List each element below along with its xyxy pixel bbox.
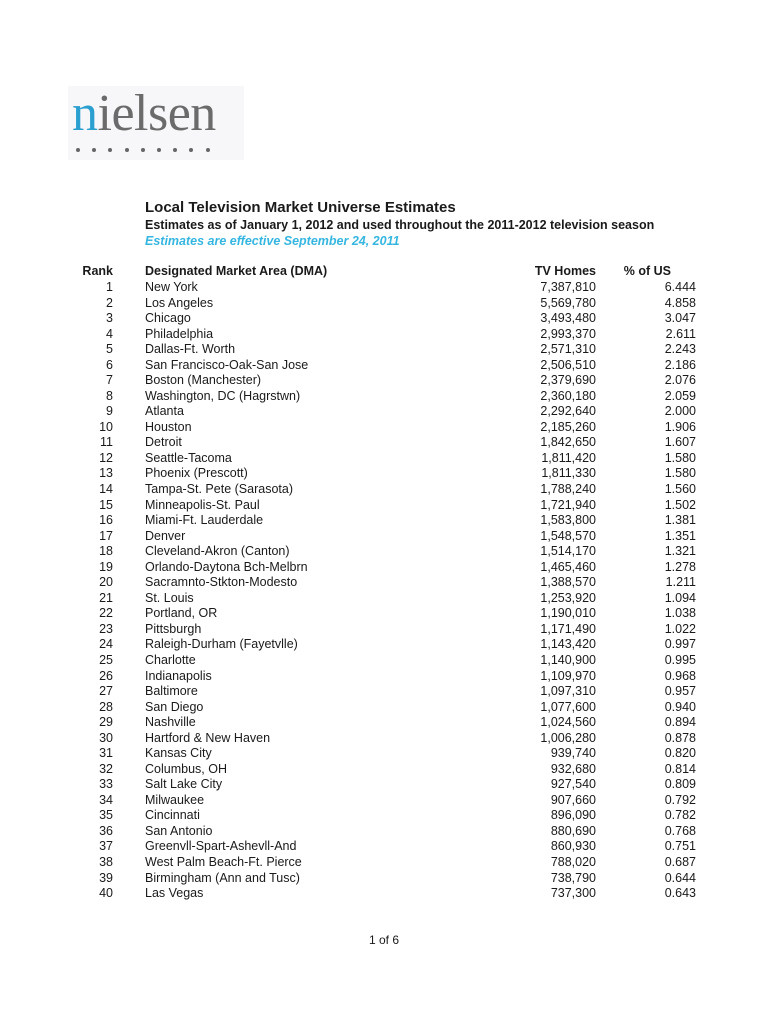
- table-row: [0, 839, 768, 854]
- rank-cell: 22: [99, 606, 113, 621]
- header-pct-us: % of US: [623, 264, 671, 278]
- rank-cell: 39: [99, 870, 113, 885]
- header-rank: Rank: [82, 264, 113, 278]
- pct-us-cell: 0.792: [664, 792, 696, 807]
- table-row: [0, 482, 768, 497]
- pct-us-cell: 1.502: [664, 497, 696, 512]
- tv-homes-cell: 788,020: [550, 854, 596, 869]
- tv-homes-cell: 2,379,690: [540, 373, 596, 388]
- rank-cell: 6: [106, 357, 113, 372]
- rank-cell: 21: [99, 590, 113, 605]
- dma-cell: Philadelphia: [145, 326, 214, 341]
- rank-cell: 18: [99, 544, 113, 559]
- table-row: [0, 808, 768, 823]
- table-row: [0, 435, 768, 450]
- dma-cell: Washington, DC (Hagrstwn): [145, 388, 301, 403]
- table-row: [0, 575, 768, 590]
- tv-homes-cell: 3,493,480: [540, 311, 596, 326]
- rank-cell: 34: [99, 792, 113, 807]
- tv-homes-cell: 860,930: [550, 839, 596, 854]
- table-row: [0, 824, 768, 839]
- rank-cell: 10: [99, 419, 113, 434]
- tv-homes-cell: 1,842,650: [540, 435, 596, 450]
- tv-homes-cell: 1,721,940: [540, 497, 596, 512]
- rank-cell: 19: [99, 559, 113, 574]
- effective-date-note: Estimates are effective September 24, 2011: [145, 234, 400, 248]
- tv-homes-cell: 1,811,420: [541, 450, 596, 465]
- tv-homes-cell: 2,292,640: [540, 404, 596, 419]
- pct-us-cell: 2.243: [664, 342, 696, 357]
- table-row: [0, 327, 768, 342]
- header-tv-homes: TV Homes: [534, 264, 596, 278]
- table-row: [0, 684, 768, 699]
- pct-us-cell: 2.611: [665, 326, 696, 341]
- logo-dots: [76, 148, 210, 152]
- table-row: [0, 715, 768, 730]
- table-row: [0, 777, 768, 792]
- tv-homes-cell: 1,171,490: [540, 621, 596, 636]
- table-row: [0, 560, 768, 575]
- table-row: [0, 855, 768, 870]
- pct-us-cell: 0.814: [664, 761, 696, 776]
- pct-us-cell: 0.643: [664, 886, 696, 901]
- tv-homes-cell: 1,465,460: [540, 559, 596, 574]
- tv-homes-cell: 1,006,280: [540, 730, 596, 745]
- tv-homes-cell: 2,506,510: [540, 357, 596, 372]
- pct-us-cell: 0.751: [664, 839, 696, 854]
- table-row: [0, 700, 768, 715]
- pct-us-cell: 0.894: [664, 715, 696, 730]
- pct-us-cell: 0.809: [664, 777, 696, 792]
- document-subtitle: Estimates as of January 1, 2012 and used throughout the 2011-2012 television season: [145, 218, 655, 232]
- rank-cell: 3: [106, 311, 113, 326]
- tv-homes-cell: 5,569,780: [540, 295, 596, 310]
- rank-cell: 16: [99, 513, 113, 528]
- tv-homes-cell: 1,077,600: [540, 699, 596, 714]
- logo-wordmark: nielsen: [72, 85, 216, 142]
- table-row: [0, 731, 768, 746]
- pct-us-cell: 0.782: [664, 808, 696, 823]
- rank-cell: 38: [99, 854, 113, 869]
- pct-us-cell: 0.820: [664, 746, 696, 761]
- rank-cell: 23: [99, 621, 113, 636]
- pct-us-cell: 0.878: [664, 730, 696, 745]
- table-row: [0, 622, 768, 637]
- tv-homes-cell: 1,143,420: [540, 637, 596, 652]
- dma-cell: Raleigh-Durham (Fayetvlle): [145, 637, 298, 652]
- tv-homes-cell: 1,514,170: [540, 544, 596, 559]
- pct-us-cell: 4.858: [664, 295, 696, 310]
- table-row: [0, 311, 768, 326]
- tv-homes-cell: 939,740: [550, 746, 596, 761]
- rank-cell: 12: [99, 450, 113, 465]
- table-row: [0, 451, 768, 466]
- pct-us-cell: 0.768: [664, 823, 696, 838]
- tv-homes-cell: 1,583,800: [540, 513, 596, 528]
- rank-cell: 24: [99, 637, 113, 652]
- nielsen-logo: [68, 86, 244, 160]
- rank-cell: 37: [99, 839, 113, 854]
- dma-cell: Dallas-Ft. Worth: [145, 342, 236, 357]
- rank-cell: 26: [99, 668, 113, 683]
- table-row: [0, 746, 768, 761]
- dma-cell: Sacramnto-Stkton-Modesto: [145, 575, 298, 590]
- rank-cell: 17: [99, 528, 113, 543]
- tv-homes-cell: 7,387,810: [540, 280, 596, 294]
- dma-cell: San Francisco-Oak-San Jose: [145, 357, 309, 372]
- dma-cell: Columbus, OH: [145, 761, 227, 776]
- table-row: [0, 498, 768, 513]
- pct-us-cell: 2.186: [664, 357, 696, 372]
- table-row: [0, 886, 768, 901]
- tv-homes-cell: 1,140,900: [540, 652, 596, 667]
- dma-cell: Denver: [145, 528, 186, 543]
- pct-us-cell: 1.211: [665, 575, 696, 590]
- rank-cell: 4: [106, 326, 113, 341]
- tv-homes-cell: 2,360,180: [540, 388, 596, 403]
- tv-homes-cell: 927,540: [550, 777, 596, 792]
- dma-cell: Indianapolis: [145, 668, 212, 683]
- tv-homes-cell: 1,024,560: [540, 715, 596, 730]
- dma-cell: Minneapolis-St. Paul: [145, 497, 260, 512]
- dma-cell: Portland, OR: [145, 606, 218, 621]
- table-row: [0, 637, 768, 652]
- rank-cell: 11: [100, 435, 113, 450]
- rank-cell: 20: [99, 575, 113, 590]
- table-row: [0, 762, 768, 777]
- rank-cell: 13: [99, 466, 113, 481]
- pct-us-cell: 1.351: [664, 528, 696, 543]
- dma-cell: San Diego: [145, 699, 204, 714]
- dma-cell: Milwaukee: [145, 792, 205, 807]
- dma-cell: Greenvll-Spart-Ashevll-And: [145, 839, 297, 854]
- dma-cell: Cleveland-Akron (Canton): [145, 544, 290, 559]
- dma-cell: St. Louis: [145, 590, 194, 605]
- pct-us-cell: 1.038: [664, 606, 696, 621]
- tv-homes-cell: 1,097,310: [540, 684, 596, 699]
- rank-cell: 29: [99, 715, 113, 730]
- table-row: [0, 871, 768, 886]
- rank-cell: 2: [106, 295, 113, 310]
- table-row: [0, 669, 768, 684]
- header-dma: Designated Market Area (DMA): [145, 264, 328, 278]
- table-row: [0, 373, 768, 388]
- pct-us-cell: 1.580: [664, 450, 696, 465]
- pct-us-cell: 1.580: [664, 466, 696, 481]
- pct-us-cell: 1.022: [664, 621, 696, 636]
- rank-cell: 15: [99, 497, 113, 512]
- rank-cell: 32: [99, 761, 113, 776]
- tv-homes-cell: 1,190,010: [540, 606, 596, 621]
- pct-us-cell: 0.997: [664, 637, 696, 652]
- rank-cell: 14: [99, 482, 113, 497]
- rank-cell: 35: [99, 808, 113, 823]
- dma-cell: Miami-Ft. Lauderdale: [145, 513, 264, 528]
- tv-homes-cell: 907,660: [550, 792, 596, 807]
- pct-us-cell: 1.321: [664, 544, 696, 559]
- rank-cell: 31: [99, 746, 113, 761]
- dma-cell: West Palm Beach-Ft. Pierce: [145, 854, 302, 869]
- dma-cell: Houston: [145, 419, 192, 434]
- pct-us-cell: 0.940: [664, 699, 696, 714]
- pct-us-cell: 2.059: [664, 388, 696, 403]
- pct-us-cell: 3.047: [664, 311, 696, 326]
- dma-cell: Pittsburgh: [145, 621, 202, 636]
- table-row: [0, 296, 768, 311]
- dma-cell: Seattle-Tacoma: [145, 450, 232, 465]
- dma-cell: Phoenix (Prescott): [145, 466, 248, 481]
- tv-homes-cell: 1,253,920: [540, 590, 596, 605]
- rank-cell: 5: [106, 342, 113, 357]
- rank-cell: 40: [99, 886, 113, 901]
- tv-homes-cell: 1,788,240: [540, 482, 596, 497]
- rank-cell: 28: [99, 699, 113, 714]
- pct-us-cell: 1.381: [664, 513, 696, 528]
- pct-us-cell: 6.444: [664, 280, 696, 294]
- rank-cell: 9: [106, 404, 113, 419]
- tv-homes-cell: 896,090: [550, 808, 596, 823]
- tv-homes-cell: 737,300: [550, 886, 596, 901]
- rank-cell: 7: [106, 373, 113, 388]
- dma-cell: Detroit: [145, 435, 182, 450]
- rank-cell: 8: [106, 388, 113, 403]
- pct-us-cell: 2.000: [664, 404, 696, 419]
- table-row: [0, 793, 768, 808]
- dma-cell: Kansas City: [145, 746, 212, 761]
- dma-cell: Birmingham (Ann and Tusc): [145, 870, 300, 885]
- table-row: [0, 606, 768, 621]
- pct-us-cell: 1.560: [664, 482, 696, 497]
- rank-cell: 25: [99, 652, 113, 667]
- tv-homes-cell: 1,811,330: [541, 466, 596, 481]
- table-row: [0, 389, 768, 404]
- tv-homes-cell: 1,388,570: [540, 575, 596, 590]
- document-title: Local Television Market Universe Estimates: [145, 199, 456, 216]
- table-row: [0, 653, 768, 668]
- dma-cell: Los Angeles: [145, 295, 214, 310]
- table-row: [0, 342, 768, 357]
- dma-cell: Boston (Manchester): [145, 373, 262, 388]
- pct-us-cell: 0.995: [664, 652, 696, 667]
- tv-homes-cell: 880,690: [550, 823, 596, 838]
- table-row: [0, 466, 768, 481]
- dma-cell: Atlanta: [145, 404, 184, 419]
- pct-us-cell: 2.076: [664, 373, 696, 388]
- table-row: [0, 513, 768, 528]
- pct-us-cell: 0.687: [664, 854, 696, 869]
- tv-homes-cell: 1,109,970: [540, 668, 596, 683]
- rank-cell: 27: [99, 684, 113, 699]
- rank-cell: 1: [106, 280, 113, 294]
- dma-cell: Hartford & New Haven: [145, 730, 271, 745]
- dma-cell: Baltimore: [145, 684, 198, 699]
- tv-homes-cell: 932,680: [550, 761, 596, 776]
- dma-cell: Las Vegas: [145, 886, 204, 901]
- pct-us-cell: 0.957: [664, 684, 696, 699]
- table-row: [0, 280, 768, 295]
- tv-homes-cell: 738,790: [550, 870, 596, 885]
- pct-us-cell: 0.968: [664, 668, 696, 683]
- dma-cell: Cincinnati: [145, 808, 200, 823]
- dma-cell: San Antonio: [145, 823, 213, 838]
- pct-us-cell: 0.644: [664, 870, 696, 885]
- table-row: [0, 544, 768, 559]
- page-number: 1 of 6: [368, 933, 400, 947]
- dma-cell: Tampa-St. Pete (Sarasota): [145, 482, 293, 497]
- dma-cell: Charlotte: [145, 652, 196, 667]
- tv-homes-cell: 2,571,310: [540, 342, 596, 357]
- dma-cell: Orlando-Daytona Bch-Melbrn: [145, 559, 308, 574]
- table-row: [0, 420, 768, 435]
- tv-homes-cell: 1,548,570: [540, 528, 596, 543]
- dma-cell: Chicago: [145, 311, 191, 326]
- rank-cell: 30: [99, 730, 113, 745]
- table-row: [0, 404, 768, 419]
- dma-cell: New York: [145, 280, 198, 294]
- table-row: [0, 591, 768, 606]
- tv-homes-cell: 2,993,370: [540, 326, 596, 341]
- pct-us-cell: 1.278: [664, 559, 696, 574]
- table-row: [0, 529, 768, 544]
- dma-cell: Salt Lake City: [145, 777, 223, 792]
- table-row: [0, 358, 768, 373]
- pct-us-cell: 1.094: [664, 590, 696, 605]
- dma-cell: Nashville: [145, 715, 196, 730]
- pct-us-cell: 1.906: [664, 419, 696, 434]
- tv-homes-cell: 2,185,260: [540, 419, 596, 434]
- pct-us-cell: 1.607: [664, 435, 696, 450]
- rank-cell: 36: [99, 823, 113, 838]
- rank-cell: 33: [99, 777, 113, 792]
